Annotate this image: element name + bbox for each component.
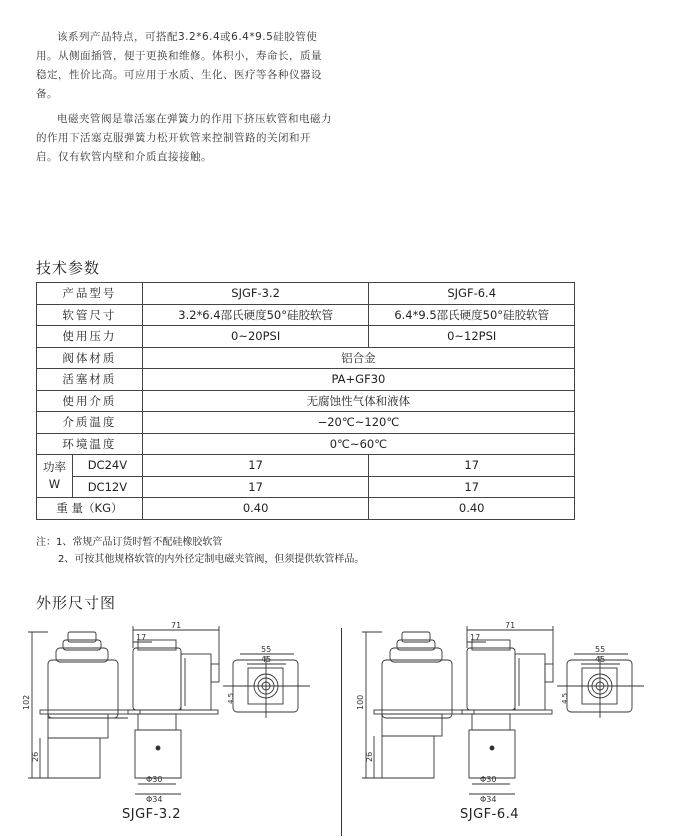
dim-d30: Φ30 (480, 775, 497, 784)
dim-17: 17 (470, 633, 481, 642)
cell-value: PA+GF30 (142, 369, 574, 391)
caption-sjgf-3-2: SJGF-3.2 (122, 807, 182, 822)
table-row (37, 433, 575, 455)
spec-table (36, 282, 575, 520)
row-label: 重 量（KG） (37, 498, 143, 520)
row-label: 软管尺寸 (37, 304, 143, 326)
cell-value: 0~20PSI (142, 326, 369, 348)
table-row (37, 283, 575, 305)
table-row (37, 304, 575, 326)
dim-d34: Φ34 (146, 795, 163, 804)
dim-71: 71 (505, 621, 516, 630)
dimension-drawing-sjgf-6-4 (352, 618, 670, 806)
table-row (37, 476, 575, 498)
table-row (37, 326, 575, 348)
cell-value: 17 (369, 476, 575, 498)
caption-sjgf-6-4: SJGF-6.4 (460, 807, 520, 822)
row-label: 阀体材质 (37, 347, 143, 369)
spec-title: 技术参数 (36, 259, 101, 277)
row-label: 活塞材质 (37, 369, 143, 391)
table-row (37, 412, 575, 434)
dim-26: 26 (31, 751, 40, 762)
dim-height: 100 (356, 694, 365, 710)
dim-17: 17 (136, 633, 147, 642)
table-row (37, 390, 575, 412)
power-label-line-2: W (48, 477, 61, 491)
cell-value: −20℃~120℃ (142, 412, 574, 434)
cell-value: 17 (142, 476, 369, 498)
dim-4-5: 4.5 (561, 692, 569, 704)
cell-value: 3.2*6.4邵氏硬度50°硅胶软管 (142, 304, 369, 326)
cell-value: SJGF-6.4 (369, 283, 575, 305)
note-1: 注：1、常规产品订货时暂不配硅橡胶软管 (36, 537, 223, 548)
table-row (37, 369, 575, 391)
row-label: 使用压力 (37, 326, 143, 348)
dimension-drawing-sjgf-3-2 (18, 618, 338, 806)
dim-d34: Φ34 (480, 795, 497, 804)
dim-height: 102 (22, 694, 31, 710)
cell-value: 0℃~60℃ (142, 433, 574, 455)
power-label (37, 455, 73, 498)
dim-45: 45 (261, 655, 272, 664)
intro-paragraph-1: 该系列产品特点，可搭配3.2*6.4或6.4*9.5硅胶管使用。从侧面插管，便于更换和维修。体积小，寿命长，质量稳定，性价比高。可应用于水质、生化、医疗等各种仪器设备。 (36, 31, 322, 100)
dim-45: 45 (595, 655, 606, 664)
intro-text (36, 28, 332, 173)
dim-55: 55 (261, 645, 272, 654)
dim-71: 71 (171, 621, 182, 630)
cell-value: 6.4*9.5邵氏硬度50°硅胶软管 (369, 304, 575, 326)
row-label: 介质温度 (37, 412, 143, 434)
cell-value: 铝合金 (142, 347, 574, 369)
table-row (37, 498, 575, 520)
row-label: 环境温度 (37, 433, 143, 455)
power-label-line-1: 功率 (42, 460, 66, 474)
intro-paragraph-2: 电磁夹管阀是靠活塞在弹簧力的作用下挤压软管和电磁力的作用下活塞克服弹簧力松开软管来控制管路的关闭和开启。仅有软管内壁和介质直接接触。 (36, 113, 332, 163)
cell-value: 0~12PSI (369, 326, 575, 348)
dim-4-5: 4.5 (227, 692, 235, 704)
cell-value: 无腐蚀性气体和液体 (142, 390, 574, 412)
cell-value: 17 (142, 455, 369, 477)
dim-d30: Φ30 (146, 775, 163, 784)
dimensions-title: 外形尺寸图 (36, 594, 117, 612)
notes (36, 534, 364, 568)
cell-value: 17 (369, 455, 575, 477)
dim-26: 26 (365, 751, 374, 762)
drawing-divider (341, 628, 342, 836)
row-label: DC12V (72, 476, 142, 498)
cell-value: SJGF-3.2 (142, 283, 369, 305)
row-label: DC24V (72, 455, 142, 477)
row-label: 使用介质 (37, 390, 143, 412)
table-row (37, 455, 575, 477)
cell-value: 0.40 (142, 498, 369, 520)
dim-55: 55 (595, 645, 606, 654)
note-2: 2、可按其他规格软管的内外径定制电磁夹管阀，但须提供软管样品。 (58, 554, 365, 565)
row-label: 产品型号 (37, 283, 143, 305)
table-row (37, 347, 575, 369)
cell-value: 0.40 (369, 498, 575, 520)
